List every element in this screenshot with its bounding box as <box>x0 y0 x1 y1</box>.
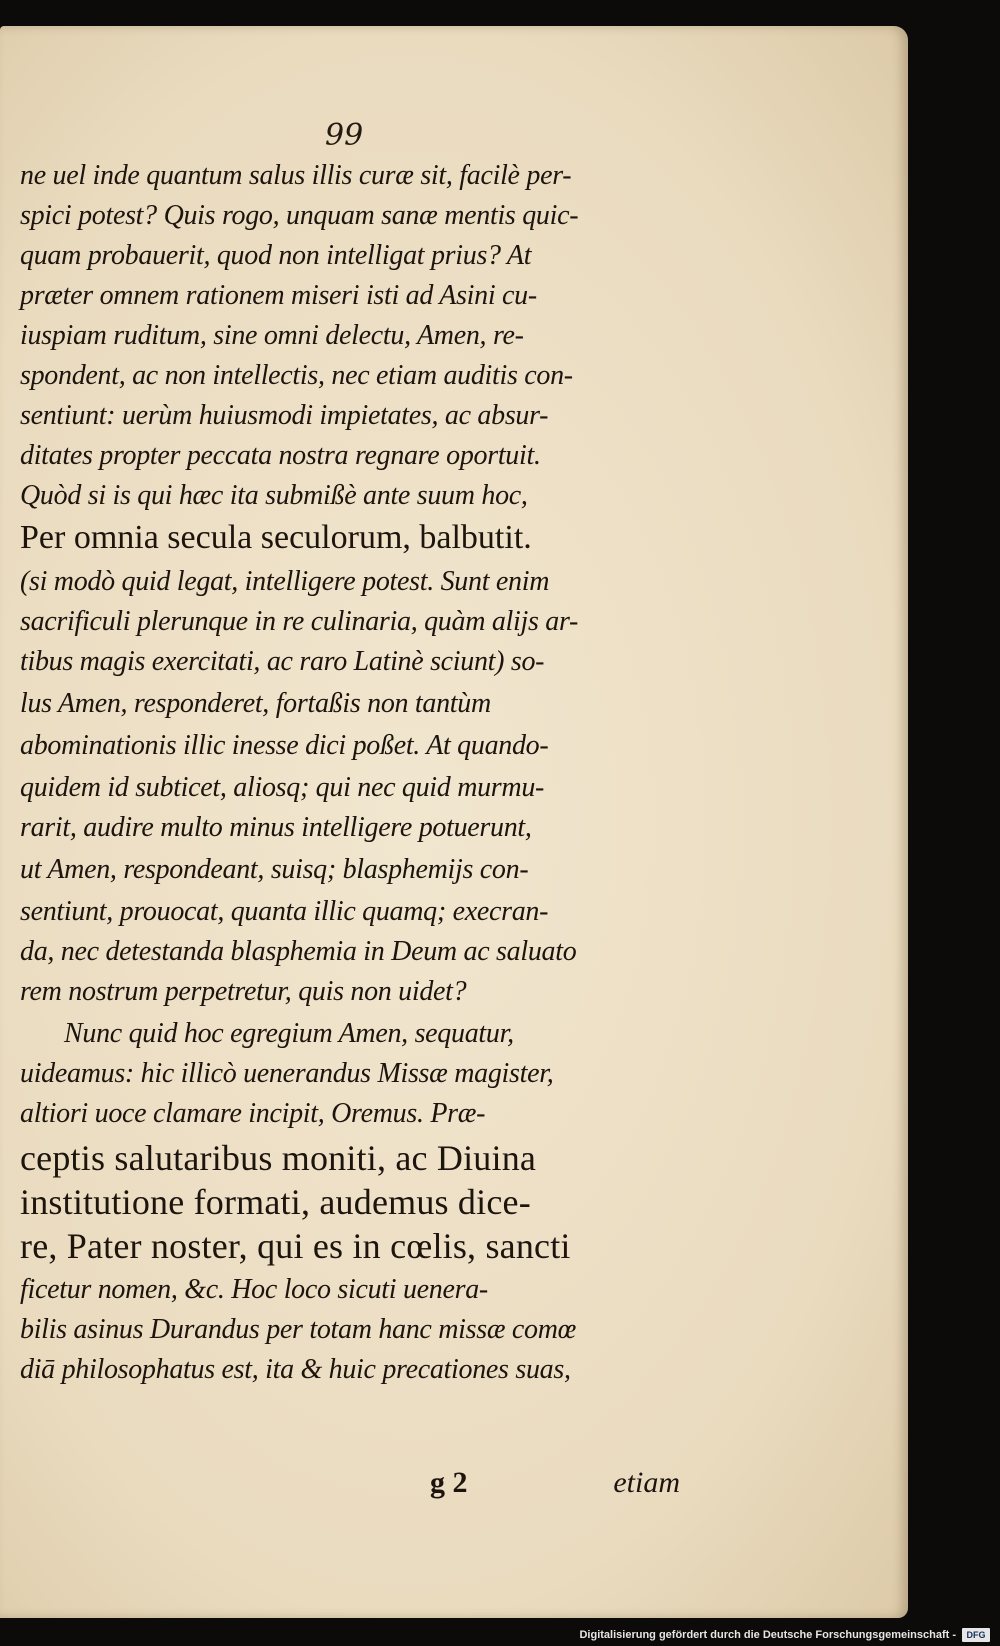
text-line: ceptis salutaribus moniti, ac Diuina <box>20 1138 537 1178</box>
digitization-credit-bar <box>0 1622 1000 1646</box>
text-line: (si modò quid legat, intelligere potest. Sunt enim <box>20 566 550 597</box>
text-line: sacrificuli plerunque in re culinaria, quàm alijs ar- <box>20 606 579 637</box>
dfg-logo: DFG <box>962 1628 990 1642</box>
catchword: etiam <box>613 1466 680 1499</box>
text-line: rarit, audire multo minus intelligere potuerunt, <box>20 812 532 843</box>
signature-mark: g 2 <box>430 1466 468 1499</box>
text-line: re, Pater noster, qui es in cœlis, sancti <box>20 1226 571 1266</box>
text-line: Nunc quid hoc egregium Amen, sequatur, <box>64 1018 514 1049</box>
dfg-credit-text: Digitalisierung gefördert durch die Deutsche Forschungsgemeinschaft - <box>579 1629 956 1641</box>
text-line: præter omnem rationem miseri isti ad Asini cu- <box>20 280 537 311</box>
text-line: spici potest? Quis rogo, unquam sanæ mentis quic- <box>20 200 579 231</box>
page-footer <box>20 1466 680 1506</box>
text-line: quidem id subticet, aliosq; qui nec quid murmu- <box>20 772 545 803</box>
text-line: uideamus: hic illicò uenerandus Missæ magister, <box>20 1058 554 1089</box>
text-line: altiori uoce clamare incipit, Oremus. Præ- <box>20 1098 486 1129</box>
text-line: quam probauerit, quod non intelligat prius? At <box>20 240 532 271</box>
text-line: iuspiam ruditum, sine omni delectu, Amen, re- <box>20 320 524 351</box>
book-page <box>0 26 908 1618</box>
text-line: spondent, ac non intellectis, nec etiam auditis con- <box>20 360 573 391</box>
text-line: sentiunt: uerùm huiusmodi impietates, ac absur- <box>20 400 549 431</box>
text-line: rem nostrum perpetretur, quis non uidet? <box>20 976 467 1007</box>
text-line: ut Amen, respondeant, suisq; blasphemijs con- <box>20 854 529 885</box>
page-number: 99 <box>325 118 364 153</box>
text-line: abominationis illic inesse dici poßet. At quando- <box>20 730 549 761</box>
text-line: bilis asinus Durandus per totam hanc missæ comœ <box>20 1314 577 1345</box>
text-line: Per omnia secula seculorum, balbutit. <box>20 519 532 556</box>
text-line: institutione formati, audemus dice- <box>20 1182 531 1222</box>
text-line: ficetur nomen, &c. Hoc loco sicuti uenera- <box>20 1274 488 1305</box>
text-line: lus Amen, responderet, fortaßis non tantùm <box>20 688 491 719</box>
text-line: ne uel inde quantum salus illis curæ sit, facilè per- <box>20 160 572 191</box>
text-line: da, nec detestanda blasphemia in Deum ac saluato <box>20 936 577 967</box>
text-line: diā philosophatus est, ita & huic precationes suas, <box>20 1354 571 1385</box>
text-line: tibus magis exercitati, ac raro Latinè sciunt) so- <box>20 646 545 677</box>
text-line: sentiunt, prouocat, quanta illic quamq; execran- <box>20 896 549 927</box>
text-line: Quòd si is qui hæc ita submißè ante suum hoc, <box>20 480 528 511</box>
text-line: ditates propter peccata nostra regnare oportuit. <box>20 440 541 471</box>
